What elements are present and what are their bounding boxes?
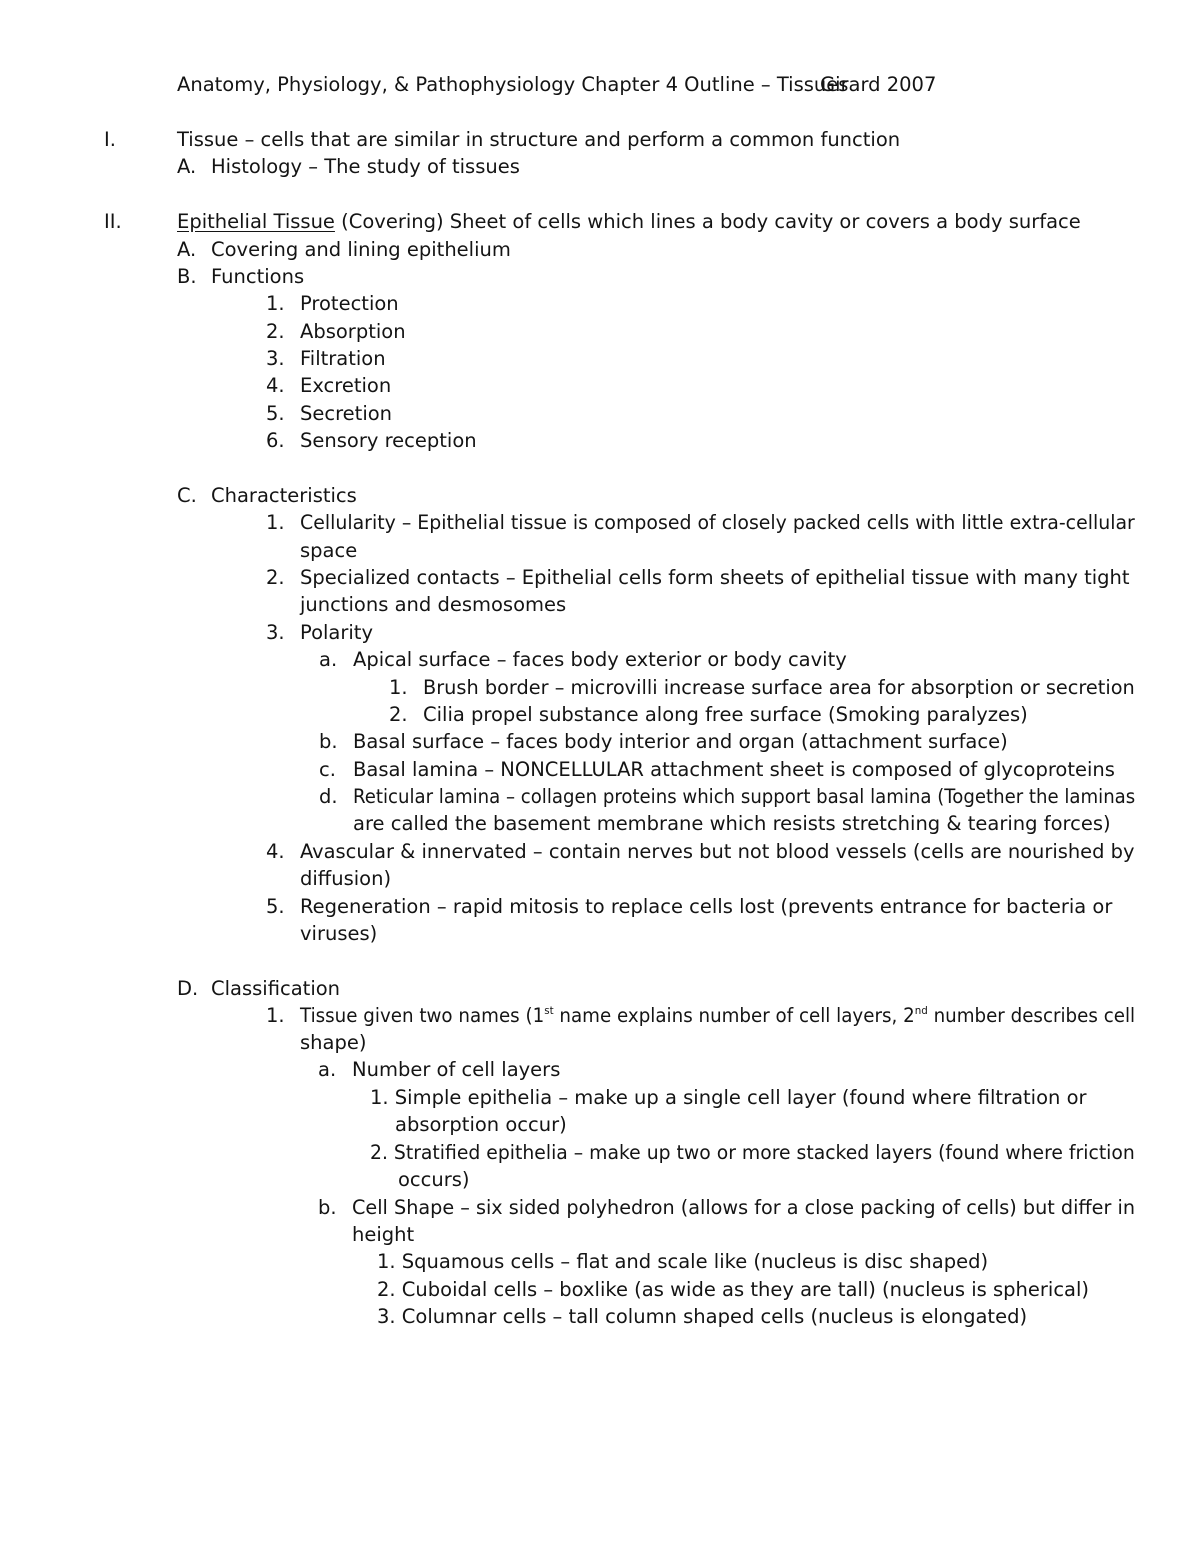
list-item: Brush border – microvilli increase surface area for absorption or secretion [423,676,1135,699]
list-item: Number of cell layers [352,1058,561,1081]
superscript: nd [914,1004,928,1017]
list-letter: b. [318,1196,337,1219]
list-item: Specialized contacts – Epithelial cells form sheets of epithelial tissue with many tight [300,566,1130,589]
list-item-continued: height [352,1223,415,1246]
outline-text: Covering and lining epithelium [211,238,511,261]
list-item: 1. Squamous cells – flat and scale like (nucleus is disc shaped) [377,1250,989,1273]
list-number: 2. [389,703,408,726]
list-item-continued: occurs) [398,1168,470,1191]
list-number: 6. [266,429,285,452]
section-numeral: I. [104,128,116,151]
document-author: Girard 2007 [820,73,937,96]
list-item: 3. Columnar cells – tall column shaped cells (nucleus is elongated) [377,1305,1028,1328]
list-item: Protection [300,292,399,315]
list-number: 5. [266,402,285,425]
section-text: (Covering) Sheet of cells which lines a body cavity or covers a body surface [341,210,1081,233]
list-item: Basal lamina – NONCELLULAR attachment sheet is composed of glycoproteins [353,758,1115,781]
list-item [300,1004,1135,1028]
list-number: 2. [266,566,285,589]
outline-label: C. [177,484,197,507]
list-letter: a. [318,1058,337,1081]
list-item-continued: absorption occur) [395,1113,567,1136]
list-number: 4. [266,374,285,397]
list-number: 2. [266,320,285,343]
section-numeral: II. [104,210,122,233]
list-number: 5. [266,895,285,918]
list-item: 2. Cuboidal cells – boxlike (as wide as they are tall) (nucleus is spherical) [377,1278,1090,1301]
outline-label: A. [177,238,197,261]
list-item-continued: junctions and desmosomes [300,593,567,616]
list-letter: c. [319,758,336,781]
list-item: Regeneration – rapid mitosis to replace cells lost (prevents entrance for bacteria or [300,895,1113,918]
outline-text: Characteristics [211,484,357,507]
list-item: Excretion [300,374,392,397]
text-run: name explains number of cell layers, 2 [553,1004,915,1027]
outline-label: A. [177,155,197,178]
section-text: Tissue – cells that are similar in structure and perform a common function [177,128,901,151]
list-number: 4. [266,840,285,863]
outline-label: D. [177,977,199,1000]
list-item-continued: shape) [300,1031,367,1054]
list-number: 3. [266,621,285,644]
list-item-continued: are called the basement membrane which resists stretching & tearing forces) [353,812,1111,835]
section-title: Epithelial Tissue [177,210,335,233]
list-item-continued: space [300,539,358,562]
document-title: Anatomy, Physiology, & Pathophysiology Chapter 4 Outline – Tissues [177,73,849,96]
list-item: Absorption [300,320,406,343]
list-item: Filtration [300,347,386,370]
list-number: 1. [389,676,408,699]
list-number: 1. [266,511,285,534]
outline-label: B. [177,265,197,288]
list-letter: a. [319,648,338,671]
list-item-continued: diffusion) [300,867,392,890]
superscript: st [544,1004,554,1017]
list-item: 2. Stratified epithelia – make up two or more stacked layers (found where friction [370,1141,1135,1164]
list-item: Basal surface – faces body interior and organ (attachment surface) [353,730,1008,753]
list-item: Cellularity – Epithelial tissue is composed of closely packed cells with little extra-cellular [300,511,1135,534]
text-run: number describes cell [927,1004,1136,1027]
list-item: Polarity [300,621,373,644]
list-letter: d. [319,785,338,808]
list-item: 1. Simple epithelia – make up a single cell layer (found where filtration or [370,1086,1087,1109]
list-item: Reticular lamina – collagen proteins which support basal lamina (Together the laminas [353,785,1136,808]
outline-text: Functions [211,265,305,288]
list-item: Secretion [300,402,393,425]
list-number: 1. [266,1004,285,1027]
list-item: Cilia propel substance along free surface (Smoking paralyzes) [423,703,1028,726]
section-heading [177,210,1081,234]
list-number: 3. [266,347,285,370]
list-item-continued: viruses) [300,922,378,945]
list-item: Sensory reception [300,429,477,452]
list-item: Apical surface – faces body exterior or body cavity [353,648,847,671]
list-number: 1. [266,292,285,315]
list-letter: b. [319,730,338,753]
text-run: Tissue given two names (1 [300,1004,545,1027]
list-item: Cell Shape – six sided polyhedron (allows for a close packing of cells) but differ in [352,1196,1135,1219]
outline-text: Classification [211,977,341,1000]
outline-text: Histology – The study of tissues [211,155,520,178]
list-item: Avascular & innervated – contain nerves but not blood vessels (cells are nourished by [300,840,1135,863]
